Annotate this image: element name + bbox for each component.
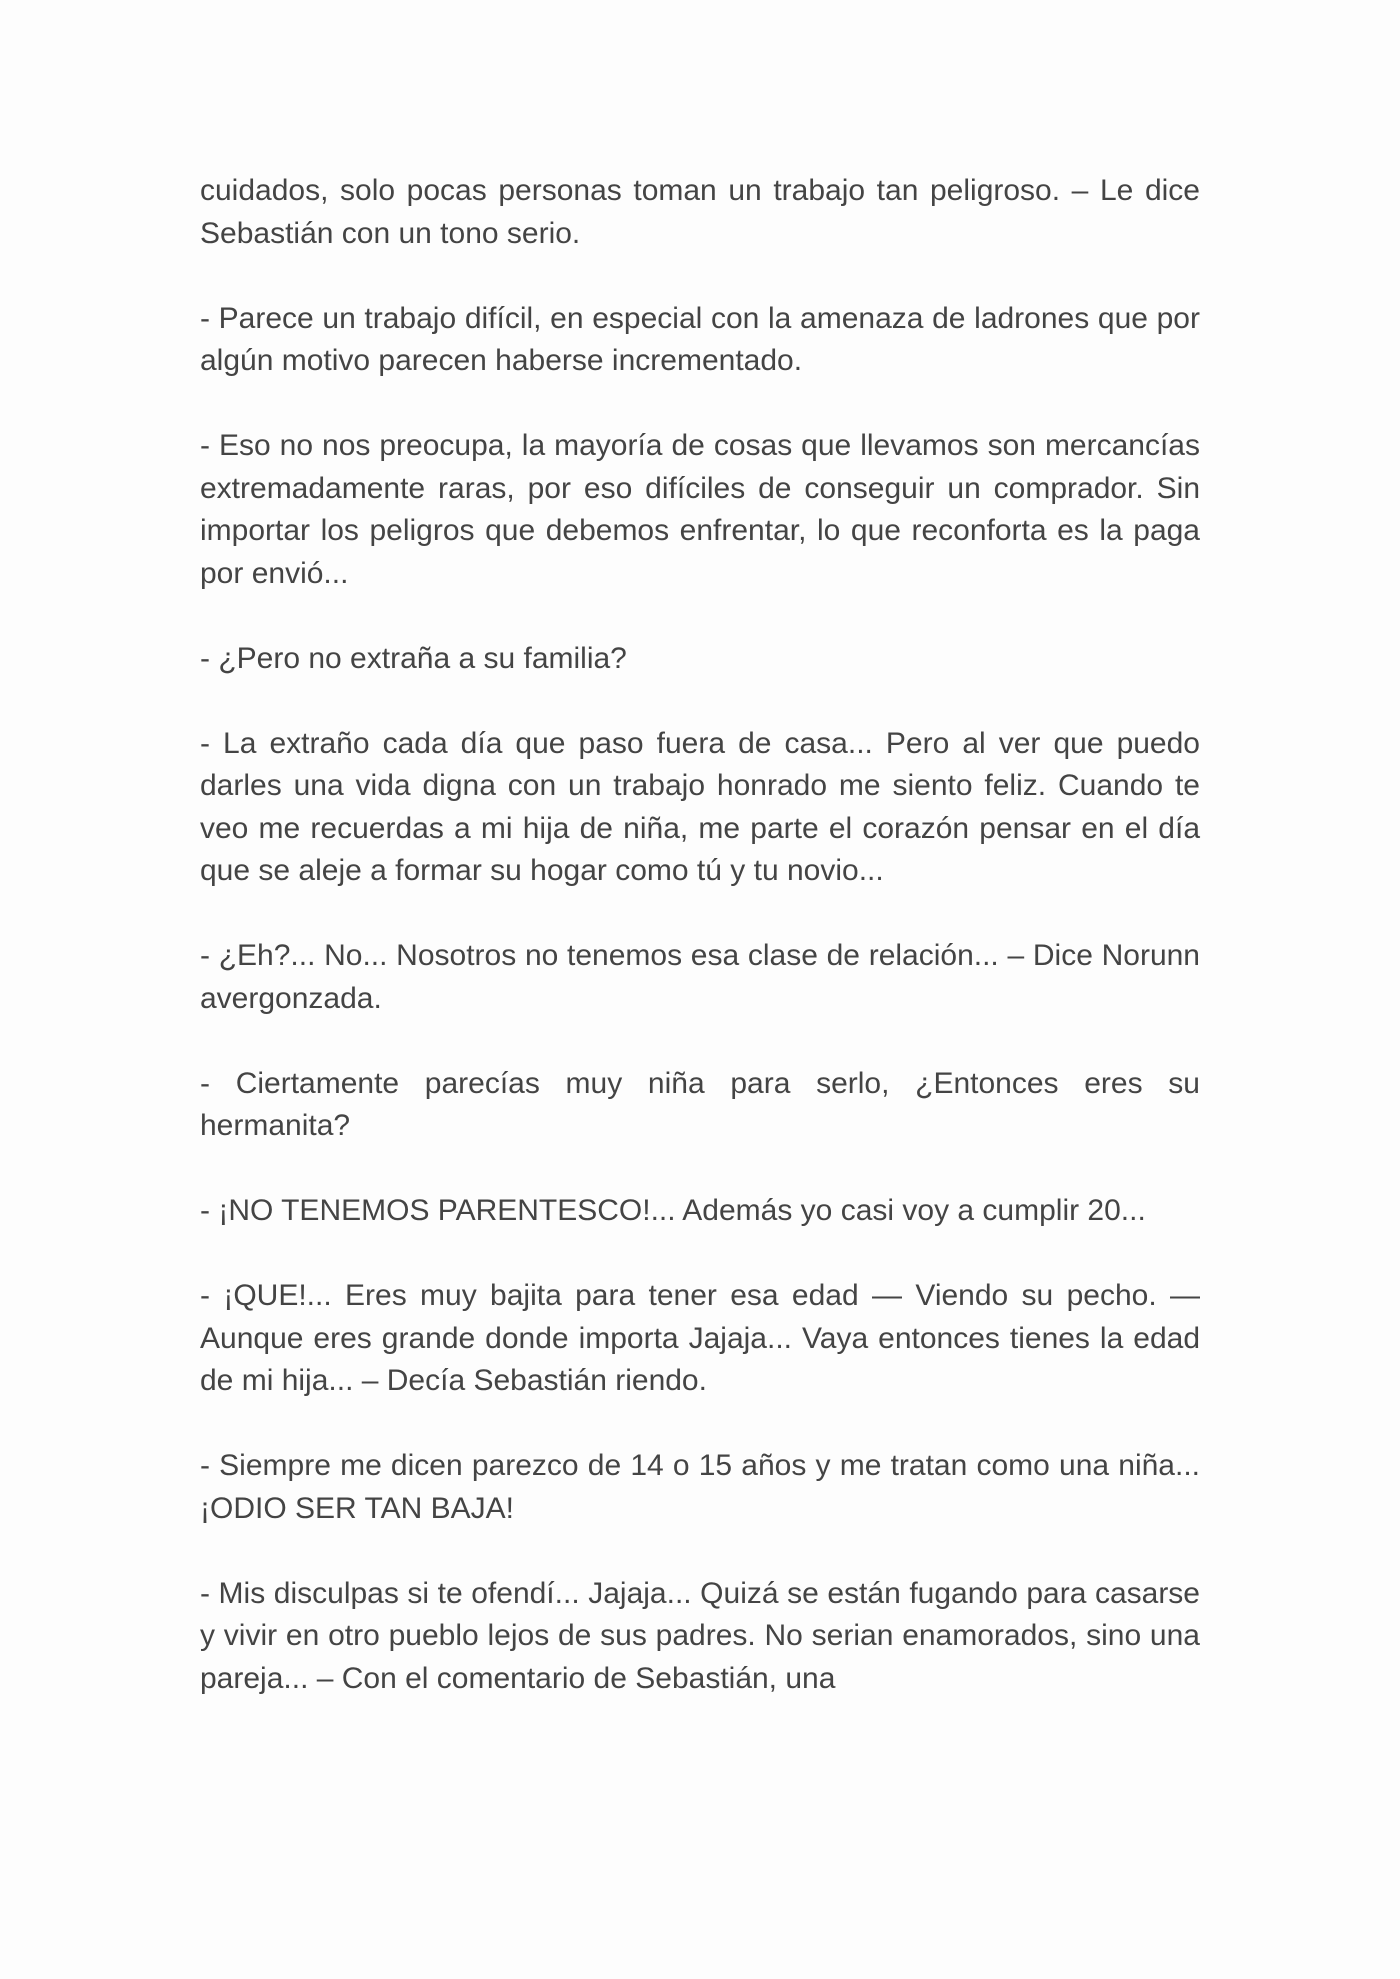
paragraph: - Eso no nos preocupa, la mayoría de cosas que llevamos son mercancías extremadamente raras, por eso difíciles de conseguir un comprador. Sin importar los peligros que debemos enfrentar, lo que reconforta es la paga por envió...: [200, 429, 1200, 590]
paragraph: - Mis disculpas si te ofendí... Jajaja... Quizá se están fugando para casarse y vivir en otro pueblo lejos de sus padres. No serian enamorados, sino una pareja... – Con el comentario de Sebastián, una: [200, 1576, 1200, 1695]
paragraph: - ¿Pero no extraña a su familia?: [200, 641, 627, 675]
paragraph: - Ciertamente parecías muy niña para serlo, ¿Entonces eres su hermanita?: [200, 1066, 1200, 1142]
paragraph: - La extraño cada día que paso fuera de casa... Pero al ver que puedo darles una vida digna con un trabajo honrado me siento feliz. Cuando te veo me recuerdas a mi hija de niña, me parte el corazón pensar en el día que se aleje a formar su hogar como tú y tu novio...: [200, 726, 1200, 887]
paragraph: - Parece un trabajo difícil, en especial con la amenaza de ladrones que por algún motivo parecen haberse incrementado.: [200, 301, 1200, 377]
paragraph: - Siempre me dicen parezco de 14 o 15 años y me tratan como una niña... ¡ODIO SER TAN BAJA!: [200, 1449, 1200, 1525]
paragraph: - ¡NO TENEMOS PARENTESCO!... Además yo casi voy a cumplir 20...: [200, 1194, 1146, 1227]
document-body: [200, 170, 1200, 1700]
paragraph: - ¡QUE!... Eres muy bajita para tener esa edad — Viendo su pecho. — Aunque eres grande donde importa Jajaja... Vaya entonces tienes la edad de mi hija... – Decía Sebastián riendo.: [200, 1279, 1200, 1397]
paragraph: - ¿Eh?... No... Nosotros no tenemos esa clase de relación... – Dice Norunn avergonzada.: [200, 939, 1200, 1015]
paragraph: cuidados, solo pocas personas toman un trabajo tan peligroso. – Le dice Sebastián con un tono serio.: [200, 174, 1200, 250]
